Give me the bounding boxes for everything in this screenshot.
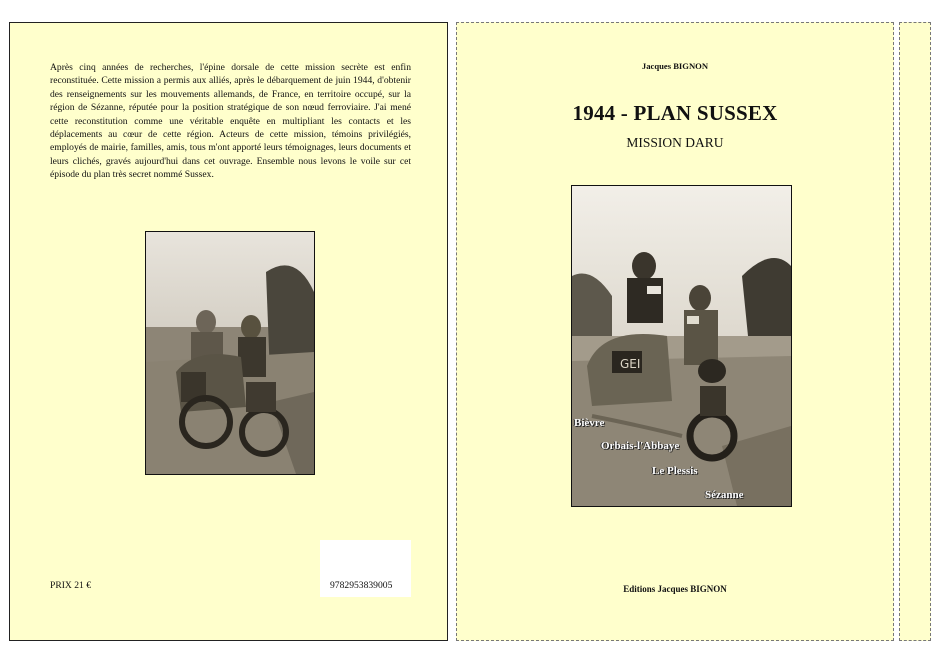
place-label-bievre: Bièvre xyxy=(574,417,605,429)
sidecar-photo-image xyxy=(146,232,314,474)
barcode-area xyxy=(320,540,411,597)
front-cover-photo xyxy=(571,185,792,507)
price-label: PRIX 21 € xyxy=(50,580,92,591)
book-subtitle: MISSION DARU xyxy=(626,135,724,150)
place-label-orbais: Orbais-l'Abbaye xyxy=(601,440,680,452)
book-title: 1944 - PLAN SUSSEX xyxy=(572,101,778,125)
book-spine xyxy=(899,22,931,641)
back-cover xyxy=(9,22,448,641)
front-cover xyxy=(456,22,894,641)
back-cover-photo xyxy=(145,231,315,475)
svg-text:GEI: GEI xyxy=(620,357,641,371)
sidecar-photo-image xyxy=(572,186,791,506)
author-name: Jacques BIGNON xyxy=(641,61,709,71)
place-label-sezanne: Sézanne xyxy=(705,489,744,501)
place-label-le-plessis: Le Plessis xyxy=(652,465,698,477)
isbn-number: 9782953839005 xyxy=(330,580,393,591)
back-cover-blurb: Après cinq années de recherches, l'épine dorsale de cette mission secrète est enfin reconstituée. Cette mission a permis aux alliés, après le débarquement de juin 1944, d'obtenir des renseignements sur les mouvements allemands, de France, en territoire occupé, sur la région de Sézanne, réputée pour la position stratégique de son nœud ferroviaire. J'ai mené cette reconstitution comme une véritable enquête en multipliant les contacts et les déplacements au cœur de cette région. Acteurs de cette mission, témoins privilégiés, employés de mairie, familles, amis, tous m'ont apporté leurs témoignages, leurs documents et leurs clichés, gravés aujourd'hui dans cet ouvrage. Ensemble nous levons le voile sur cet épisode du plan très secret nommé Sussex. xyxy=(50,62,411,181)
publisher-name: Editions Jacques BIGNON xyxy=(623,584,727,594)
